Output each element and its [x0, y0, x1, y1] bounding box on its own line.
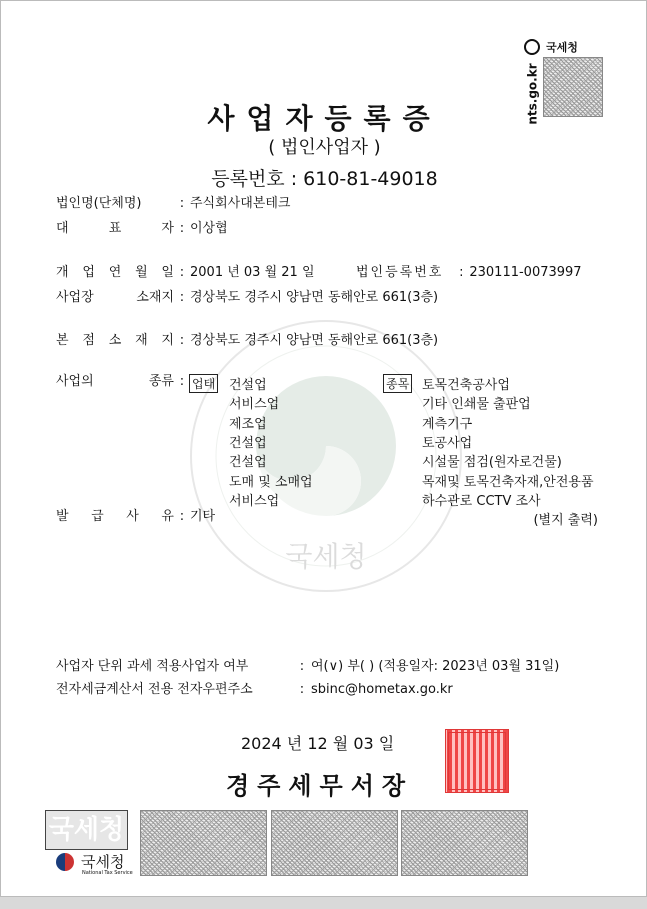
open-date-label: 개 업 연 월 일 [56, 265, 174, 280]
unit-tax-row [56, 659, 559, 675]
mascot-icon [524, 39, 540, 55]
type-row [56, 374, 190, 390]
uptae-label: 업태 [189, 374, 218, 393]
page-title: 사업자등록증 [207, 102, 442, 135]
separate-print-note: (별지 출력) [533, 513, 598, 528]
jongmok-item: 기타 인쇄물 출판업 [422, 397, 531, 413]
colon: : [179, 265, 185, 280]
corp-name-label: 법인명(단체명) [56, 196, 142, 211]
rep-label: 대 표 자 [56, 221, 174, 236]
tax-office-name: 경주세무서장 [226, 772, 414, 800]
corp-name-row [56, 196, 290, 212]
security-pattern [271, 810, 398, 876]
colon: : [179, 333, 185, 348]
type-label: 사업의 종류 [56, 374, 174, 389]
uptae-item: 서비스업 [229, 493, 280, 509]
nts-name: 국세청 [546, 41, 578, 54]
corp-name: 주식회사대본테크 [190, 196, 291, 211]
registration-number: 등록번호 : 610-81-49018 [211, 168, 438, 190]
colon: : [179, 290, 185, 305]
hq-addr-row [56, 333, 438, 349]
uptae-item: 제조업 [229, 416, 267, 432]
security-pattern [140, 810, 267, 876]
nts-site: nts.go.kr [525, 63, 540, 125]
nts-watermark-logo: 국세청 [45, 810, 128, 850]
security-pattern [401, 810, 528, 876]
registration-value: 610-81-49018 [303, 168, 438, 190]
jongmok-item: 시설물 점검(원자로건물) [422, 455, 562, 471]
colon: : [299, 659, 305, 674]
jongmok-item: 토공사업 [422, 435, 473, 451]
uptae-item: 건설업 [229, 455, 267, 471]
registration-label: 등록번호 [211, 168, 285, 190]
uptae-item: 건설업 [229, 435, 267, 451]
email-value: sbinc@hometax.go.kr [311, 682, 453, 697]
hq-addr-label: 본 점 소 재 지 [56, 333, 174, 348]
biz-addr: 경상북도 경주시 양남면 동해안로 661(3층) [190, 290, 439, 305]
colon: : [179, 221, 185, 236]
rep-row [56, 221, 228, 237]
unit-tax-label: 사업자 단위 과세 적용사업자 여부 [56, 659, 249, 674]
colon: : [179, 374, 185, 389]
email-row [56, 682, 453, 698]
uptae-item: 도매 및 소매업 [229, 474, 313, 490]
biz-addr-label: 사업장 소재지 [56, 290, 174, 305]
open-date-row [56, 265, 582, 281]
jongmok-item: 토목건축공사업 [422, 378, 510, 393]
uptae-item: 서비스업 [229, 397, 280, 413]
colon: : [299, 682, 305, 697]
rep-name: 이상협 [190, 221, 228, 236]
reason-row [56, 509, 215, 525]
corp-reg-label: 법인등록번호 [356, 265, 444, 280]
colon: : [179, 509, 185, 524]
open-date: 2001 년 03 월 21 일 [190, 265, 315, 280]
nts-logo-en: National Tax Service [82, 870, 133, 876]
nts-logo-name: 국세청 [81, 853, 125, 871]
nts-emblem-icon [56, 853, 74, 871]
corp-reg-number: 230111-0073997 [469, 265, 582, 280]
colon: : [459, 265, 464, 280]
email-label: 전자세금계산서 전용 전자우편주소 [56, 682, 253, 697]
watermark-text: 국세청 [285, 540, 367, 573]
unit-tax-value: 여(∨) 부( ) (적용일자: 2023년 03월 31일) [311, 659, 560, 674]
reason: 기타 [190, 509, 216, 524]
reason-label: 발 급 사 유 [56, 509, 174, 524]
colon: : [179, 196, 185, 211]
page-subtitle: ( 법인사업자 ) [268, 137, 381, 158]
jongmok-label: 종목 [383, 374, 412, 393]
jongmok-item: 하수관로 CCTV 조사 [422, 493, 541, 509]
biz-addr-row [56, 290, 438, 306]
issue-date: 2024 년 12 월 03 일 [241, 734, 395, 753]
hq-addr: 경상북도 경주시 양남면 동해안로 661(3층) [190, 333, 439, 348]
jongmok-item: 목재및 토목건축자재,안전용품 [422, 474, 594, 490]
uptae-item: 건설업 [229, 378, 267, 393]
jongmok-item: 계측기구 [422, 416, 473, 432]
official-seal [445, 729, 509, 793]
